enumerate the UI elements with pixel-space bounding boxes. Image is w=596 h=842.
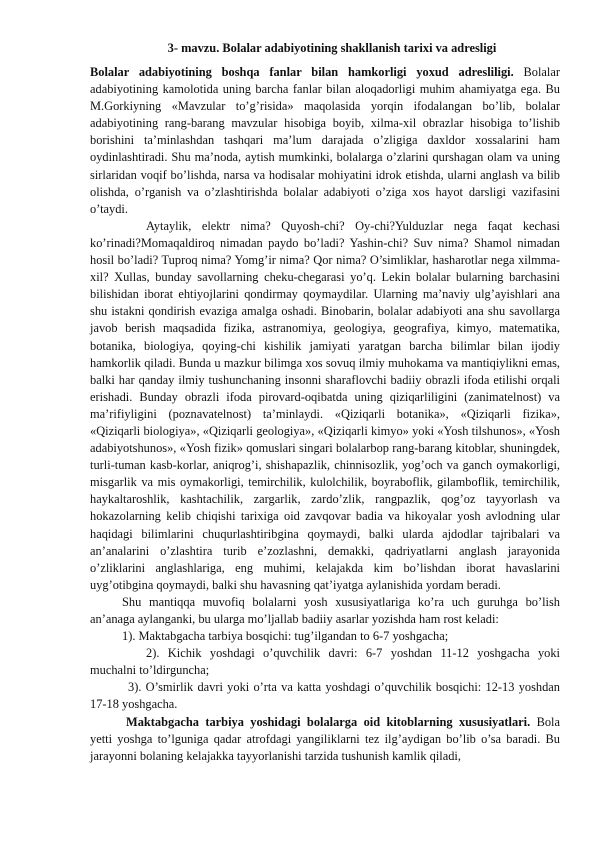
list-item: 1). Maktabgacha tarbiya bosqichi: tug’ilgandan to 6-7 yoshgacha;	[122, 629, 449, 644]
document-page	[90, 40, 560, 765]
paragraph-questions: Aytaylik, elektr nima? Quyosh-chi? Oy-chi?Yulduzlar nega faqat kechasi ko’rinadi?Momaqaldiroq nimadan paydo bo’ladi? Yashin-chi? Suv nima? Shamol nimadan hosil bo’ladi? Tuproq nima? Yomg’ir nima? Qor nima? O’simliklar, hasharotlar nega xilmma-xil? Xullas, bunday savollarning cheku-chegarasi yo’q. Lekin bolalar bularning barchasini bilishidan iborat ehtiyojlarini qondirmay qoymaydilar. Ularning ma’naviy ulg’ayishlari ana shu istakni qondirish evaziga amalga oshadi. Binobarin, bolalar adabiyoti ana shu savollarga javob berish maqsadida fizika, astranomiya, geologiya, geografiya, kimyo, matematika, botanika, biologiya, qoying-chi kishilik jamiyati yaratgan barcha bilimlar bilan ijodiy hamkorlik qiladi. Bunda u mazkur bilimga xos sovuq ilmiy muhokama va mantiqiylikni emas, balki har qanday ilmiy tushunchaning insonni sharaflovchi badiiy obrazli ifoda etilishi orqali erishadi. Bunday obrazli ifoda pirovard-oqibatda uning qiziqarliligini (zanimatelnost) va ma’rifiyligini (poznavatelnost) ta’minlaydi. «Qiziqarli botanika», «Qiziqarli fizika», «Qiziqarli biologiya», «Qiziqarli geologiya», «Qiziqarli kimyo» yoki «Yosh tilshunos», «Yosh adabiyotshunos», «Yosh fizik» qomuslari singari bolalarbop rang-barang kitoblar, shuningdek, turli-tuman kasb-korlar, aniqrog’i, shishapazlik, chinnisozlik, yog’och va ganch oymakorligi, misgarlik va mis oymakorligi, temirchilik, kulolchilik, boyraboflik, gilamboflik, temirchilik, haykaltaroshlik, kashtachilik, zargarlik, zardo’zlik, rangpazlik, qog’oz tayyorlash va hokazolarning kelib chiqishi tarixiga oid zavqovar badia va hikoyalar yosh avlodning ular haqidagi bilimlarini chuqurlashtiribgina qoymaydi, balki ularda ajdodlar tajribalari va an’analarini o’zlashtira turib e’zozlashni, demakki, qadriyatlarni anglash jarayonida o’zliklarini anglashlariga, eng muhimi, kelajakda kim bo’lishdan iborat havaslarini uyg’otibgina qoymaydi, balki shu havasning qat’iyatga aylanishida yordam beradi.	[90, 218, 560, 592]
list-item: 3). O’smirlik davri yoki o’rta va katta yoshdagi o’quvchilik bosqichi: 12-13 yoshdan 17-18 yoshgacha.	[90, 680, 560, 712]
paragraph-lead: Bolalar adabiyotining boshqa fanlar bilan hamkorligi yoxud adresliligi.	[90, 65, 514, 79]
page-title: 3- mavzu. Bolalar adabiyotining shakllanish tarixi va adresligi	[167, 41, 497, 55]
paragraph-text: Bolalar adabiyotining kamolotida uning barcha fanlar bilan aloqadorligi muhim ahamiyatga ega. Bu M.Gorkiyning «Mavzular to’g’risida» maqolasida yorqin ifodalangan bo’lib, bolalar adabiyotining rang-barang mavzular hisobiga boyib, xilma-xil obrazlar hisobiga to’lishib borishini ta’minlashdan tashqari ma’lum darajada o’zligiga daxldor xossalarini ham oydinlashtiradi. Shu ma’noda, aytish mumkinki, bolalarga o’zlarini qurshagan olam va uning sirlaridan voqif bo’lishda, narsa va hodisalar mohiyatini idrok etishda, ularni anglash va bilib olishda, o’rganish va o’zlashtirishda bolalar adabiyoti o’ziga xos hayot darsligi vazifasini o’taydi.	[90, 65, 560, 216]
paragraph-age-groups: Shu mantiqqa muvofiq bolalarni yosh xususiyatlariga ko’ra uch guruhga bo’lish an’anaga aylanganki, bu ularga mo’ljallab badiiy asarlar yozishda ham rost keladi:	[90, 594, 560, 626]
list-item: 2). Kichik yoshdagi o’quvchilik davri: 6-7 yoshdan 11-12 yoshgacha yoki muchalni to’ldirguncha;	[90, 646, 560, 678]
paragraph-intro	[90, 64, 560, 218]
paragraph-text: Bola yetti yoshga to’lguniga qadar atrofdagi yangiliklarni tez ilg’aydigan bo’lib o’sa baradi. Bu jarayonni bolaning kelajakka tayyorlanishi tarzida tushunish kamlik qiladi,	[90, 714, 561, 763]
paragraph-preschool	[90, 714, 560, 765]
paragraph-lead: Maktabgacha tarbiya yoshidagi bolalarga oid kitoblarning xususiyatlari.	[126, 714, 531, 729]
